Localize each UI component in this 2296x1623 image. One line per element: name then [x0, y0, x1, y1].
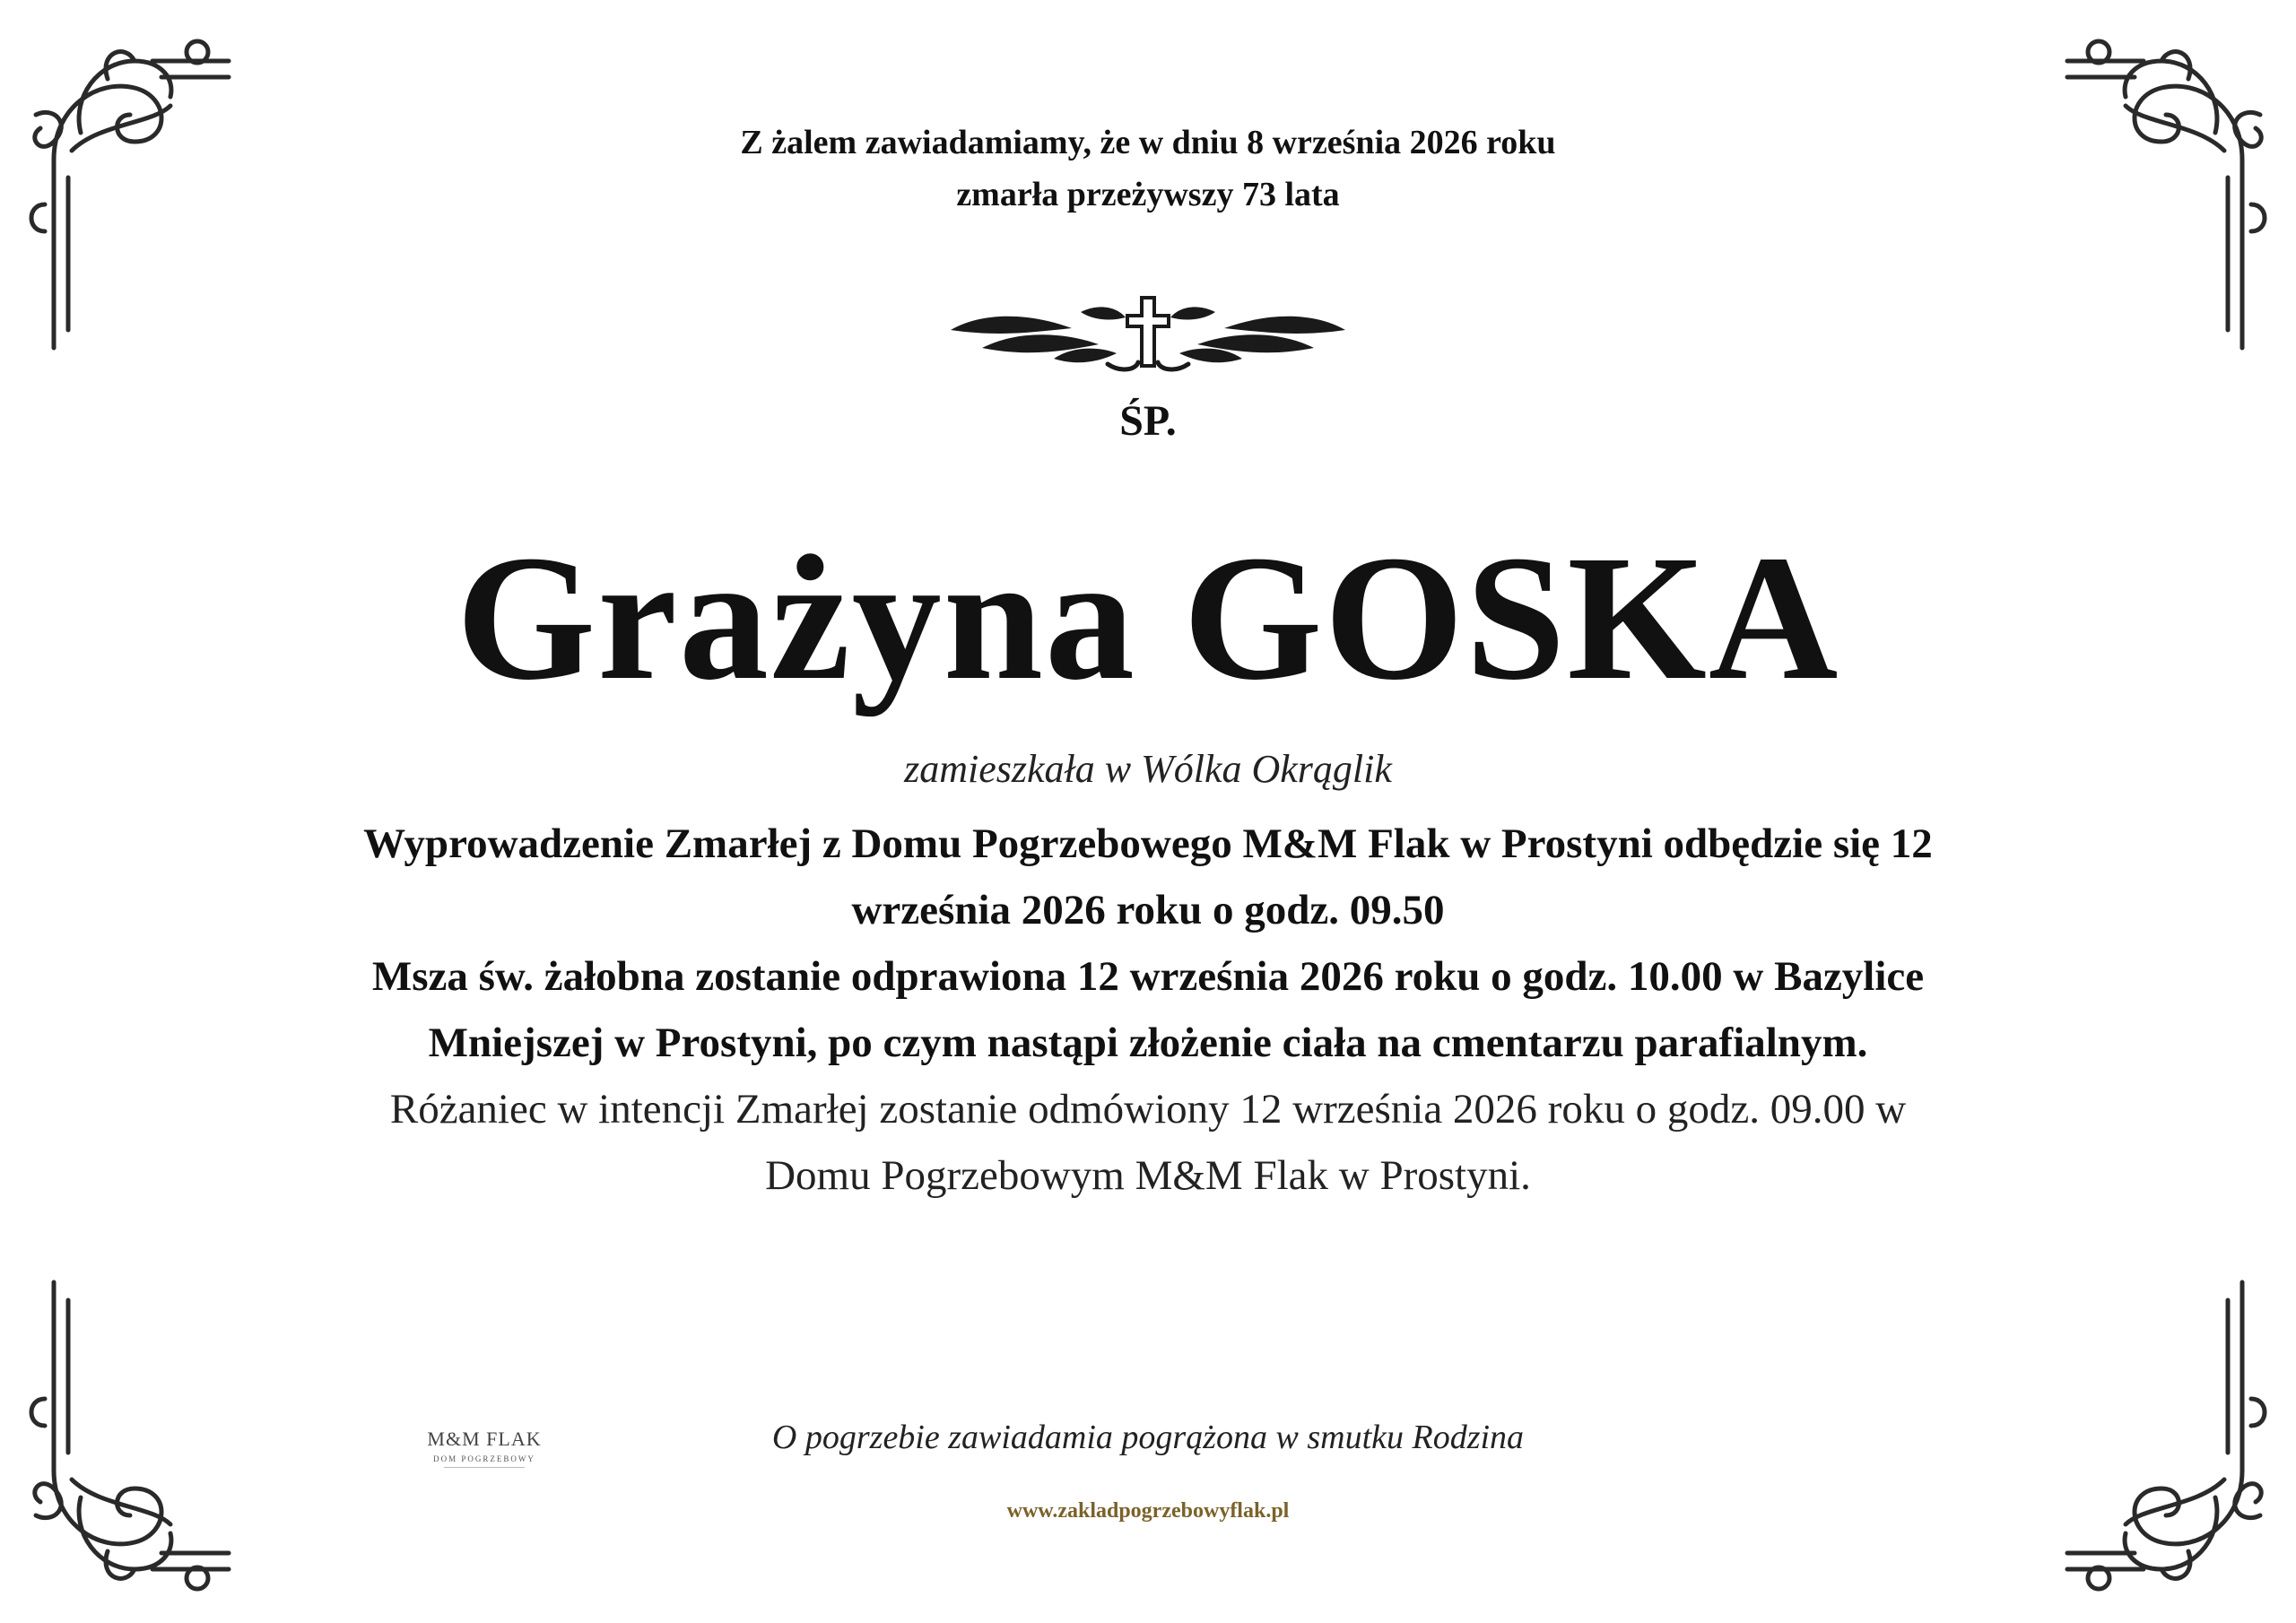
intro-line-1: Z żalem zawiadamiamy, że w dniu 8 września 2026 roku [740, 124, 1556, 161]
family-signature: O pogrzebie zawiadamia pogrążona w smutku Rodzina [771, 1419, 1525, 1456]
deceased-name: Grażyna GOSKA [456, 519, 1840, 717]
procession-line-1: Wyprowadzenie Zmarłej z Domu Pogrzebowego M&M Flak w Prostyni odbędzie się 12 [363, 820, 1933, 867]
residence-line: zamieszkała w Wólka Okrąglik [904, 747, 1392, 791]
sp-label: ŚP. [1119, 397, 1177, 445]
cross-ornament-icon [946, 294, 1350, 375]
rosary-line-1: Różaniec w intencji Zmarłej zostanie odmówiony 12 września 2026 roku o godz. 09.00 w [389, 1086, 1907, 1133]
rosary-line-2: Domu Pogrzebowym M&M Flak w Prostyni. [765, 1152, 1531, 1199]
website-link[interactable]: www.zakladpogrzebowyflak.pl [1006, 1499, 1290, 1523]
intro-line-2: zmarła przeżywszy 73 lata [956, 176, 1340, 213]
logo-sub-text: DOM POGRZEBOWY [433, 1454, 535, 1463]
mass-line-1: Msza św. żałobna zostanie odprawiona 12 września 2026 roku o godz. 10.00 w Bazylice [371, 953, 1925, 1000]
mass-line-2: Mniejszej w Prostyni, po czym nastąpi złożenie ciała na cmentarzu parafialnym. [428, 1020, 1868, 1066]
logo-divider [444, 1467, 525, 1468]
logo-main-text: M&M FLAK [427, 1428, 542, 1450]
procession-line-2: września 2026 roku o godz. 09.50 [851, 887, 1445, 933]
